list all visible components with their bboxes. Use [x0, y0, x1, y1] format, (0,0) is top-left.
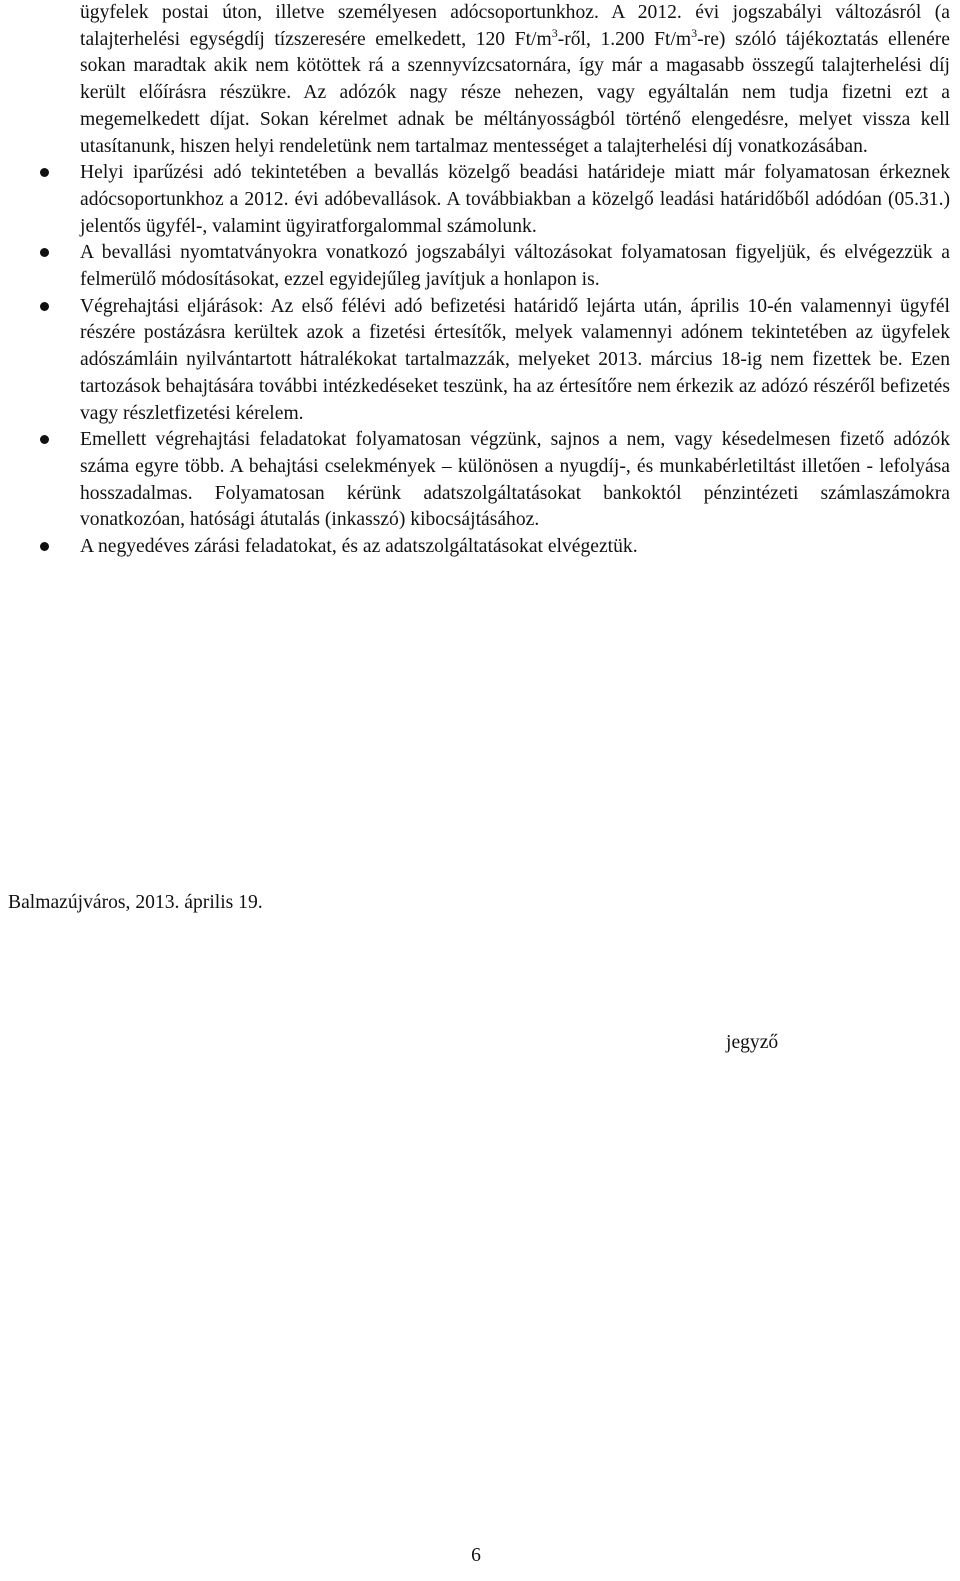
superscript-3: 3 — [691, 25, 698, 40]
signer-title: jegyző — [726, 1032, 779, 1053]
document-body — [80, 0, 950, 561]
list-item-text: Emellett végrehajtási feladatokat folyamatosan végzünk, sajnos a nem, vagy késedelmesen fizető adózók száma egyre több. A behajtási cselekmények – különösen a nyugdíj-, és munkabérletiltást illetően - lefolyása hosszadalmas. Folyamatosan kérünk adatszolgáltatásokat bankoktól pénzintézeti számlaszámokra vonatkozóan, hatósági átutalás (inkasszó) kibocsájtásához. — [80, 429, 950, 531]
list-item-text: Helyi iparűzési adó tekintetében a bevallás közelgő beadási határideje miatt már folyamatosan érkeznek adócsoportunkhoz a 2012. évi adóbevallások. A továbbiakban a közelgő leadási határidőből adódóan (05.31.) jelentős ügyfél-, valamint ügyiratforgalommal számolunk. — [80, 162, 950, 237]
bullet-icon — [40, 435, 49, 444]
list-item-text: A negyedéves zárási feladatokat, és az adatszolgáltatásokat elvégeztük. — [80, 536, 638, 558]
intro-text-part3: -re) szóló tájékoztatás ellenére sokan maradtak akik nem kötöttek rá a szennyvízcsatornára, így már a magasabb összegű talajterhelési díj került előírásra részükre. Az adózók nagy része nehezen, vagy egyáltalán nem tudja fizetni ezt a megemelkedett díjat. Sokan kérelmet adnak be méltányosságból történő elengedésre, melyet vissza kell utasítanunk, hiszen helyi rendeletünk nem tartalmaz mentességet a talajterhelési díj vonatkozásában. — [80, 28, 950, 157]
list-item — [80, 427, 950, 534]
bullet-icon — [40, 302, 49, 311]
list-item-text: A bevallási nyomtatványokra vonatkozó jogszabályi változásokat folyamatosan figyeljük, és elvégezzük a felmerülő módosításokat, ezzel egyidejűleg javítjuk a honlapon is. — [80, 242, 950, 291]
list-item-text: Végrehajtási eljárások: Az első félévi adó befizetési határidő lejárta után, április 10-én valamennyi ügyfél részére postázásra kerültek azok a fizetési értesítők, melyek valamennyi adónem tekintetében az ügyfelek adószámláin nyilvántartott hátralékokat tartalmazzák, melyeket 2013. március 18-ig nem fizettek be. Ezen tartozások behajtására további intézkedéseket teszünk, ha az értesítőre nem érkezik az adózó részéről befizetés vagy részletfizetési kérelem. — [80, 295, 950, 424]
bullet-icon — [40, 542, 49, 551]
bullet-list — [80, 160, 950, 561]
list-item — [80, 160, 950, 240]
intro-text-part1: ügyfelek postai úton, illetve személyesen adócsoportunkhoz. A 2012. évi jogszabályi változásról (a talajterhelési egységdíj tízszeresére emelkedett, 120 Ft/m — [80, 2, 950, 50]
intro-text-part2: -ről, 1.200 Ft/m — [557, 28, 692, 50]
list-item — [80, 294, 950, 428]
list-item — [80, 240, 950, 293]
page-number: 6 — [471, 1545, 481, 1566]
intro-paragraph — [80, 0, 950, 160]
bullet-icon — [40, 248, 49, 257]
superscript-3: 3 — [551, 25, 558, 40]
list-item — [80, 534, 950, 561]
place-date: Balmazújváros, 2013. április 19. — [8, 892, 263, 913]
bullet-icon — [40, 168, 49, 177]
